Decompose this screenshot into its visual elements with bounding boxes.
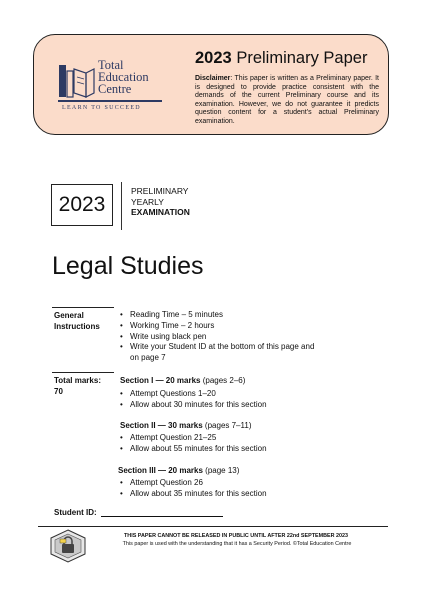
section-list [120,389,340,411]
exam-type: PRELIMINARY YEARLY EXAMINATION [131,186,190,218]
logo-tagline: LEARN TO SUCCEED [62,105,141,111]
tec-logo [54,59,164,115]
release-notice: THIS PAPER CANNOT BE RELEASED IN PUBLIC UNTIL AFTER 22nd SEPTEMBER 2023 [124,533,348,539]
open-books-logo-icon [56,61,96,99]
subject-title: Legal Studies [52,252,204,280]
list-item: • Reading Time – 5 minutes [120,310,320,321]
list-item: • Working Time – 2 hours [120,321,320,332]
disclaimer: Disclaimer: This paper is written as a Preliminary paper. It is designed to provide practice consistent with the demands of the current Preliminary course and its examination. However, we do not guarantee it predicts question content for a student’s actual Preliminary examination. [195,75,379,125]
divider [52,372,114,373]
list-item: • Attempt Question 21–25 [120,433,340,444]
list-item: • Write your Student ID at the bottom of this page and on page 7 [120,342,320,364]
list-item: • Write using black pen [120,332,320,343]
logo-underline [58,100,162,102]
logo-wordmark: Total Education Centre [98,58,149,96]
list-item: • Allow about 30 minutes for this section [120,400,340,411]
divider [52,307,114,308]
total-marks-label: Total marks: 70 [54,376,101,396]
exam-year-box: 2023 [51,184,113,226]
list-item: • Allow about 55 minutes for this section [120,444,340,455]
header-box [33,34,389,135]
general-instructions-label: General Instructions [54,311,100,331]
section-heading: Section II — 30 marks (pages 7–11) [120,421,252,430]
list-item: • Attempt Question 26 [120,478,340,489]
paper-title: 2023 Preliminary Paper [195,49,368,67]
section-heading: Section III — 20 marks (page 13) [118,466,240,475]
divider [121,182,122,230]
list-item: • Allow about 35 minutes for this section [120,489,340,500]
student-id-field[interactable] [101,516,223,517]
section-heading: Section I — 20 marks (pages 2–6) [120,376,246,385]
footer-divider [38,526,388,527]
list-item: • Attempt Questions 1–20 [120,389,340,400]
section-list [120,478,340,500]
security-note: This paper is used with the understanding that it has a Security Period. ©Total Education Centre [122,541,352,547]
general-instructions-list [120,310,320,364]
student-id-label: Student ID: [54,508,97,517]
section-list [120,433,340,455]
